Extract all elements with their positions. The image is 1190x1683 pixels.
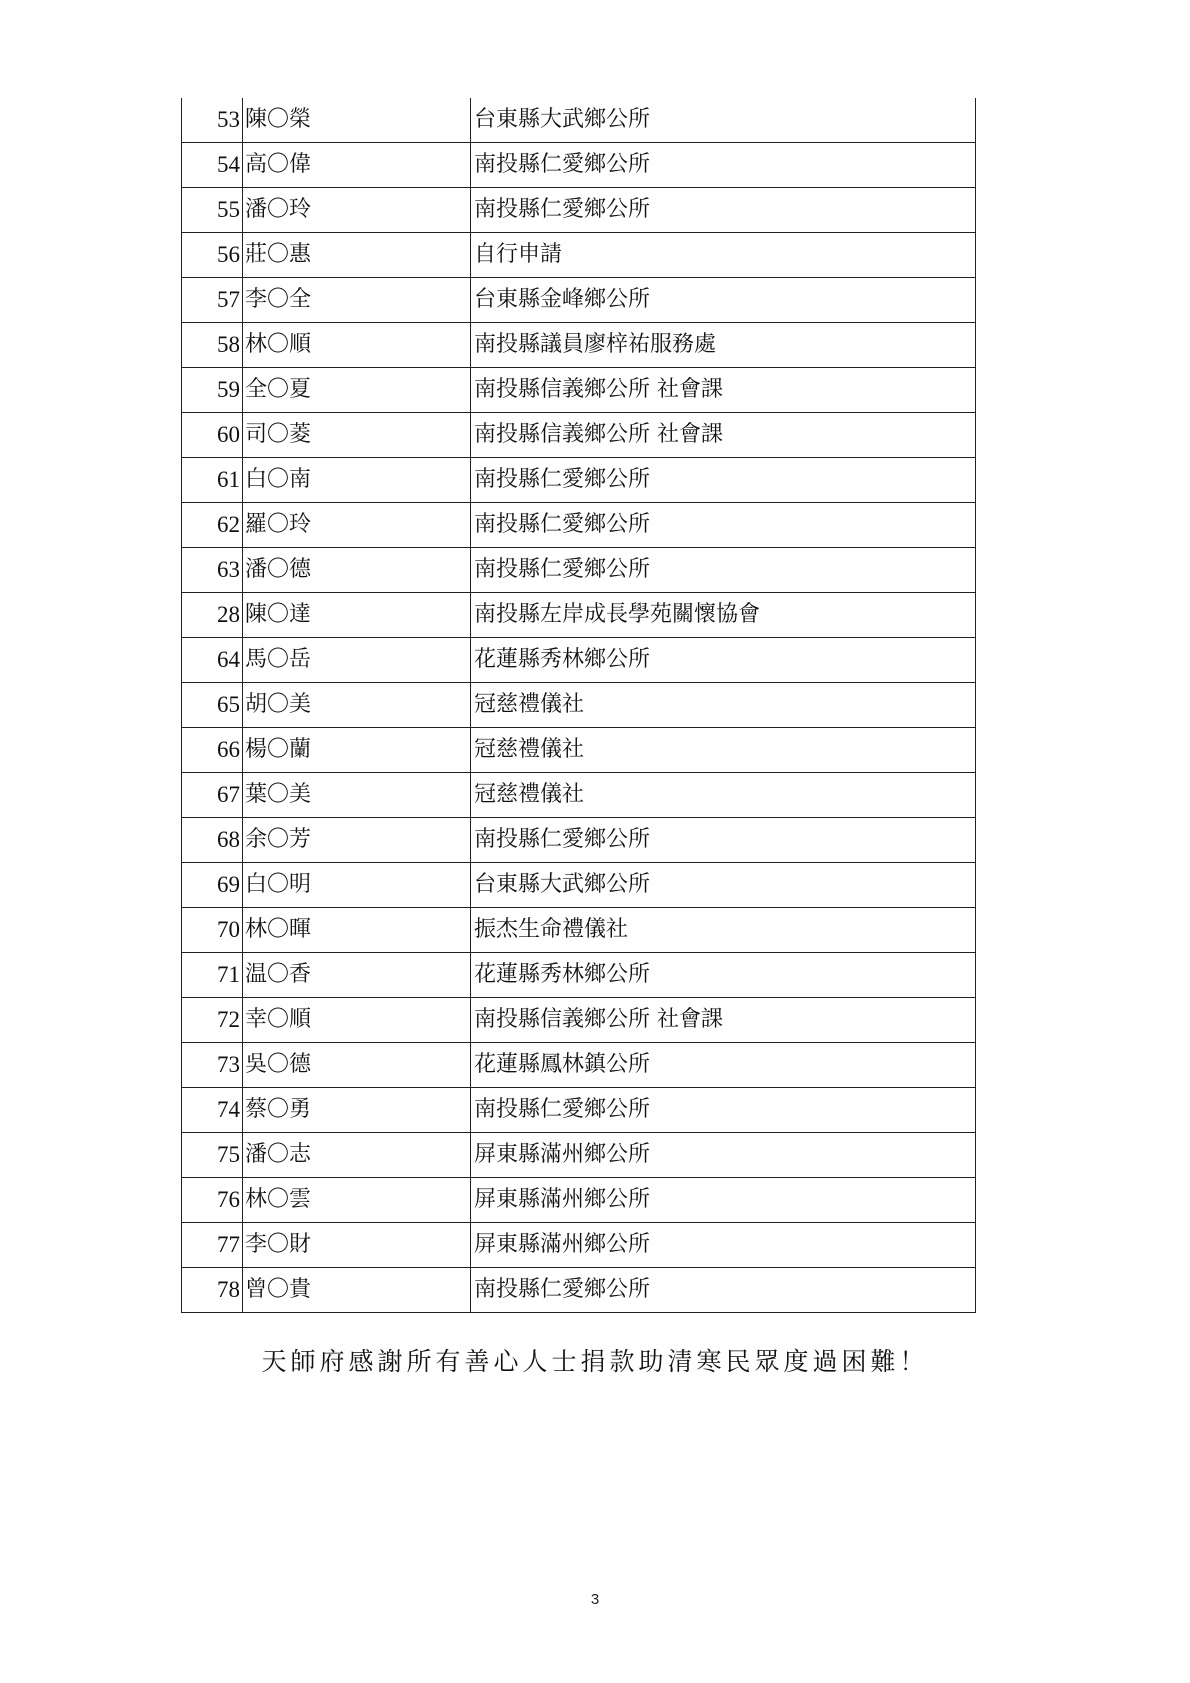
- referring-organization: 冠慈禮儀社: [471, 728, 976, 773]
- table-row: [182, 1133, 976, 1178]
- table-row: [182, 1088, 976, 1133]
- row-number: 65: [182, 683, 243, 728]
- table-row: [182, 503, 976, 548]
- referring-organization: 南投縣議員廖梓祐服務處: [471, 323, 976, 368]
- row-number: 72: [182, 998, 243, 1043]
- table-row: [182, 998, 976, 1043]
- referring-organization: 南投縣仁愛鄉公所: [471, 548, 976, 593]
- referring-organization: 花蓮縣秀林鄉公所: [471, 638, 976, 683]
- row-number: 75: [182, 1133, 243, 1178]
- referring-organization: 花蓮縣鳳林鎮公所: [471, 1043, 976, 1088]
- recipient-name: 温〇香: [243, 953, 471, 998]
- referring-organization: 南投縣仁愛鄉公所: [471, 143, 976, 188]
- referring-organization: 屏東縣滿州鄉公所: [471, 1178, 976, 1223]
- recipient-name: 幸〇順: [243, 998, 471, 1043]
- referring-organization: 南投縣仁愛鄉公所: [471, 503, 976, 548]
- recipient-name: 陳〇榮: [243, 98, 471, 143]
- recipient-name: 白〇南: [243, 458, 471, 503]
- recipient-name: 蔡〇勇: [243, 1088, 471, 1133]
- referring-organization: 南投縣信義鄉公所 社會課: [471, 413, 976, 458]
- recipient-table: [181, 98, 976, 1313]
- table-row: [182, 368, 976, 413]
- row-number: 60: [182, 413, 243, 458]
- table-row: [182, 143, 976, 188]
- table-row: [182, 458, 976, 503]
- table-row: [182, 773, 976, 818]
- referring-organization: 南投縣左岸成長學苑關懷協會: [471, 593, 976, 638]
- table-row: [182, 1043, 976, 1088]
- table-row: [182, 683, 976, 728]
- table-row: [182, 593, 976, 638]
- row-number: 63: [182, 548, 243, 593]
- recipient-name: 潘〇玲: [243, 188, 471, 233]
- table-row: [182, 818, 976, 863]
- table-row: [182, 188, 976, 233]
- recipient-name: 李〇全: [243, 278, 471, 323]
- recipient-name: 楊〇蘭: [243, 728, 471, 773]
- recipient-table-body: [182, 98, 976, 1313]
- recipient-name: 胡〇美: [243, 683, 471, 728]
- row-number: 53: [182, 98, 243, 143]
- referring-organization: 台東縣大武鄉公所: [471, 98, 976, 143]
- recipient-name: 全〇夏: [243, 368, 471, 413]
- row-number: 57: [182, 278, 243, 323]
- row-number: 69: [182, 863, 243, 908]
- row-number: 54: [182, 143, 243, 188]
- row-number: 71: [182, 953, 243, 998]
- referring-organization: 台東縣大武鄉公所: [471, 863, 976, 908]
- page-number: 3: [590, 1591, 600, 1608]
- table-row: [182, 323, 976, 368]
- recipient-name: 莊〇惠: [243, 233, 471, 278]
- table-row: [182, 233, 976, 278]
- referring-organization: 南投縣信義鄉公所 社會課: [471, 368, 976, 413]
- recipient-name: 潘〇德: [243, 548, 471, 593]
- recipient-name: 羅〇玲: [243, 503, 471, 548]
- row-number: 28: [182, 593, 243, 638]
- table-row: [182, 908, 976, 953]
- table-row: [182, 1178, 976, 1223]
- recipient-name: 吳〇德: [243, 1043, 471, 1088]
- recipient-name: 陳〇達: [243, 593, 471, 638]
- referring-organization: 屏東縣滿州鄉公所: [471, 1223, 976, 1268]
- row-number: 64: [182, 638, 243, 683]
- referring-organization: 花蓮縣秀林鄉公所: [471, 953, 976, 998]
- row-number: 58: [182, 323, 243, 368]
- referring-organization: 自行申請: [471, 233, 976, 278]
- recipient-name: 馬〇岳: [243, 638, 471, 683]
- table-row: [182, 98, 976, 143]
- referring-organization: 南投縣仁愛鄉公所: [471, 458, 976, 503]
- table-row: [182, 638, 976, 683]
- referring-organization: 振杰生命禮儀社: [471, 908, 976, 953]
- recipient-name: 白〇明: [243, 863, 471, 908]
- recipient-name: 林〇雲: [243, 1178, 471, 1223]
- recipient-name: 葉〇美: [243, 773, 471, 818]
- referring-organization: 冠慈禮儀社: [471, 773, 976, 818]
- row-number: 76: [182, 1178, 243, 1223]
- referring-organization: 南投縣信義鄉公所 社會課: [471, 998, 976, 1043]
- referring-organization: 冠慈禮儀社: [471, 683, 976, 728]
- table-row: [182, 953, 976, 998]
- recipient-name: 余〇芳: [243, 818, 471, 863]
- referring-organization: 南投縣仁愛鄉公所: [471, 1088, 976, 1133]
- table-row: [182, 1268, 976, 1313]
- recipient-name: 李〇財: [243, 1223, 471, 1268]
- referring-organization: 南投縣仁愛鄉公所: [471, 188, 976, 233]
- recipient-name: 高〇偉: [243, 143, 471, 188]
- row-number: 55: [182, 188, 243, 233]
- row-number: 74: [182, 1088, 243, 1133]
- row-number: 62: [182, 503, 243, 548]
- row-number: 68: [182, 818, 243, 863]
- table-row: [182, 278, 976, 323]
- table-row: [182, 548, 976, 593]
- recipient-name: 曾〇貴: [243, 1268, 471, 1313]
- row-number: 67: [182, 773, 243, 818]
- row-number: 77: [182, 1223, 243, 1268]
- table-row: [182, 413, 976, 458]
- referring-organization: 南投縣仁愛鄉公所: [471, 1268, 976, 1313]
- referring-organization: 台東縣金峰鄉公所: [471, 278, 976, 323]
- row-number: 56: [182, 233, 243, 278]
- recipient-name: 林〇順: [243, 323, 471, 368]
- table-row: [182, 728, 976, 773]
- row-number: 66: [182, 728, 243, 773]
- referring-organization: 南投縣仁愛鄉公所: [471, 818, 976, 863]
- recipient-name: 林〇暉: [243, 908, 471, 953]
- recipient-name: 司〇菱: [243, 413, 471, 458]
- referring-organization: 屏東縣滿州鄉公所: [471, 1133, 976, 1178]
- row-number: 61: [182, 458, 243, 503]
- thanks-message: 天師府感謝所有善心人士捐款助清寒民眾度過困難！: [261, 1347, 929, 1376]
- row-number: 78: [182, 1268, 243, 1313]
- row-number: 70: [182, 908, 243, 953]
- table-row: [182, 863, 976, 908]
- row-number: 73: [182, 1043, 243, 1088]
- row-number: 59: [182, 368, 243, 413]
- table-row: [182, 1223, 976, 1268]
- recipient-name: 潘〇志: [243, 1133, 471, 1178]
